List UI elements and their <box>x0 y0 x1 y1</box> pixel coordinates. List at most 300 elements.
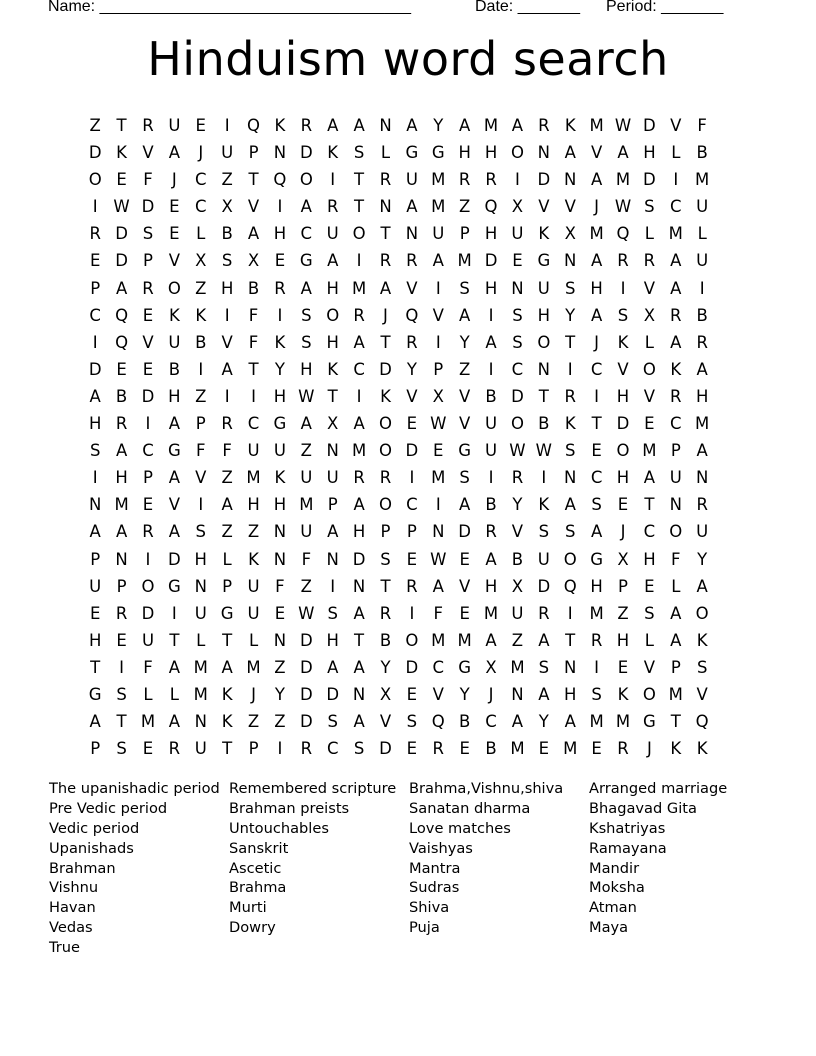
grid-letter[interactable]: M <box>299 495 314 515</box>
grid-letter[interactable]: Z <box>221 170 233 190</box>
grid-letter[interactable]: I <box>198 495 204 515</box>
grid-letter[interactable]: X <box>195 251 207 271</box>
grid-letter[interactable]: L <box>671 143 681 163</box>
grid-letter[interactable]: H <box>115 468 128 488</box>
grid-letter[interactable]: P <box>90 549 101 569</box>
grid-letter[interactable]: I <box>699 278 705 298</box>
grid-letter[interactable]: Z <box>617 603 629 623</box>
grid-letter[interactable]: M <box>351 441 367 461</box>
grid-letter[interactable]: G <box>537 251 551 271</box>
grid-letter[interactable]: T <box>538 386 549 406</box>
grid-letter[interactable]: M <box>457 630 472 650</box>
grid-letter[interactable]: C <box>670 197 682 217</box>
grid-letter[interactable]: A <box>168 414 181 434</box>
grid-letter[interactable]: A <box>327 251 339 271</box>
grid-letter[interactable]: K <box>327 359 339 379</box>
grid-letter[interactable]: U <box>511 224 524 244</box>
grid-letter[interactable]: T <box>90 657 101 677</box>
grid-letter[interactable]: L <box>644 332 654 352</box>
grid-letter[interactable]: E <box>142 305 154 325</box>
grid-letter[interactable]: P <box>116 576 127 596</box>
grid-letter[interactable]: V <box>142 143 154 163</box>
grid-letter[interactable]: K <box>195 305 207 325</box>
grid-letter[interactable]: V <box>696 684 708 704</box>
grid-letter[interactable]: J <box>594 197 600 217</box>
grid-letter[interactable]: H <box>352 522 366 542</box>
grid-letter[interactable]: A <box>696 441 708 461</box>
grid-letter[interactable]: M <box>589 603 604 623</box>
grid-letter[interactable]: R <box>432 739 444 759</box>
grid-letter[interactable]: Y <box>565 305 576 325</box>
grid-letter[interactable]: R <box>485 170 497 190</box>
grid-letter[interactable]: I <box>567 603 573 623</box>
grid-letter[interactable]: H <box>326 332 339 352</box>
grid-letter[interactable]: V <box>590 143 603 163</box>
grid-letter[interactable]: X <box>247 251 260 271</box>
grid-letter[interactable]: I <box>435 495 441 515</box>
grid-letter[interactable]: S <box>301 305 312 325</box>
grid-letter[interactable]: A <box>221 495 233 515</box>
grid-letter[interactable]: C <box>643 522 656 542</box>
grid-letter[interactable]: Z <box>300 576 312 596</box>
grid-letter[interactable]: I <box>620 278 626 298</box>
grid-letter[interactable]: M <box>510 657 525 677</box>
grid-letter[interactable]: R <box>643 251 656 271</box>
grid-letter[interactable]: I <box>330 170 336 190</box>
grid-letter[interactable]: A <box>485 549 497 569</box>
grid-letter[interactable]: C <box>590 359 603 379</box>
grid-letter[interactable]: W <box>430 414 447 434</box>
grid-letter[interactable]: S <box>564 278 576 298</box>
grid-letter[interactable]: A <box>590 522 603 542</box>
grid-letter[interactable]: F <box>143 657 153 677</box>
grid-letter[interactable]: K <box>538 224 550 244</box>
grid-letter[interactable]: M <box>668 684 683 704</box>
grid-letter[interactable]: E <box>406 414 418 434</box>
grid-letter[interactable]: S <box>564 441 576 461</box>
grid-letter[interactable]: U <box>696 251 709 271</box>
grid-letter[interactable]: V <box>432 684 444 704</box>
period-field[interactable]: Period: _______ <box>606 0 724 15</box>
grid-letter[interactable]: R <box>406 576 418 596</box>
grid-letter[interactable]: O <box>167 278 181 298</box>
grid-letter[interactable]: T <box>222 630 233 650</box>
grid-letter[interactable]: C <box>142 441 154 461</box>
grid-letter[interactable]: H <box>273 386 287 406</box>
grid-letter[interactable]: D <box>484 251 498 271</box>
grid-letter[interactable]: O <box>563 549 577 569</box>
grid-letter[interactable]: I <box>541 468 547 488</box>
grid-letter[interactable]: F <box>697 116 707 135</box>
grid-letter[interactable]: S <box>538 522 550 542</box>
grid-letter[interactable]: S <box>644 603 655 623</box>
grid-letter[interactable]: H <box>484 143 498 163</box>
grid-letter[interactable]: K <box>696 630 708 650</box>
grid-letter[interactable]: Q <box>115 332 129 352</box>
grid-letter[interactable]: V <box>459 576 471 596</box>
grid-letter[interactable]: R <box>115 414 128 434</box>
grid-letter[interactable]: A <box>670 603 682 623</box>
grid-letter[interactable]: C <box>89 305 101 325</box>
grid-letter[interactable]: R <box>538 603 550 623</box>
grid-letter[interactable]: E <box>459 549 470 569</box>
grid-letter[interactable]: E <box>142 739 154 759</box>
grid-letter[interactable]: Z <box>195 278 207 298</box>
grid-letter[interactable]: R <box>670 305 682 325</box>
grid-letter[interactable]: M <box>695 170 710 190</box>
grid-letter[interactable]: C <box>194 170 207 190</box>
grid-letter[interactable]: T <box>222 739 233 759</box>
grid-letter[interactable]: S <box>459 278 470 298</box>
grid-letter[interactable]: N <box>511 684 524 704</box>
grid-letter[interactable]: U <box>696 197 709 217</box>
grid-letter[interactable]: S <box>591 684 602 704</box>
grid-letter[interactable]: A <box>89 522 101 542</box>
grid-letter[interactable]: C <box>353 359 365 379</box>
grid-letter[interactable]: A <box>353 414 365 434</box>
grid-letter[interactable]: E <box>406 739 418 759</box>
grid-letter[interactable]: A <box>590 251 603 271</box>
grid-letter[interactable]: B <box>195 332 207 352</box>
grid-letter[interactable]: E <box>459 739 470 759</box>
grid-letter[interactable]: I <box>92 197 98 217</box>
grid-letter[interactable]: R <box>538 116 550 135</box>
grid-letter[interactable]: A <box>353 495 365 515</box>
grid-letter[interactable]: I <box>277 197 283 217</box>
grid-letter[interactable]: S <box>142 224 154 244</box>
grid-letter[interactable]: I <box>488 305 494 325</box>
grid-letter[interactable]: E <box>512 251 523 271</box>
grid-letter[interactable]: E <box>538 739 550 759</box>
grid-letter[interactable]: H <box>643 549 656 569</box>
grid-letter[interactable]: N <box>669 495 682 515</box>
grid-letter[interactable]: X <box>643 305 656 325</box>
grid-letter[interactable]: J <box>198 143 204 163</box>
grid-letter[interactable]: D <box>643 116 656 135</box>
grid-letter[interactable]: K <box>380 386 391 406</box>
grid-letter[interactable]: C <box>194 197 207 217</box>
grid-letter[interactable]: S <box>644 197 655 217</box>
grid-letter[interactable]: R <box>300 739 313 759</box>
grid-letter[interactable]: S <box>459 468 470 488</box>
grid-letter[interactable]: A <box>115 522 128 542</box>
grid-letter[interactable]: H <box>194 549 207 569</box>
grid-letter[interactable]: K <box>670 359 682 379</box>
grid-letter[interactable]: G <box>167 441 181 461</box>
grid-letter[interactable]: N <box>326 549 339 569</box>
grid-letter[interactable]: Z <box>459 359 471 379</box>
grid-letter[interactable]: K <box>696 739 708 759</box>
grid-letter[interactable]: U <box>537 278 550 298</box>
grid-letter[interactable]: A <box>221 657 233 677</box>
grid-letter[interactable]: R <box>379 603 392 623</box>
grid-letter[interactable]: L <box>697 224 707 244</box>
grid-letter[interactable]: U <box>273 441 286 461</box>
grid-letter[interactable]: O <box>405 630 419 650</box>
grid-letter[interactable]: A <box>485 630 497 650</box>
grid-letter[interactable]: K <box>168 305 180 325</box>
grid-letter[interactable]: F <box>275 576 285 596</box>
grid-letter[interactable]: H <box>88 414 102 434</box>
grid-letter[interactable]: A <box>459 116 471 135</box>
grid-letter[interactable]: H <box>168 386 181 406</box>
grid-letter[interactable]: A <box>379 278 392 298</box>
grid-letter[interactable]: R <box>89 224 101 244</box>
grid-letter[interactable]: R <box>300 116 313 135</box>
grid-letter[interactable]: A <box>115 441 128 461</box>
grid-letter[interactable]: S <box>327 603 338 623</box>
grid-letter[interactable]: Q <box>115 305 129 325</box>
grid-letter[interactable]: R <box>353 468 365 488</box>
grid-letter[interactable]: X <box>564 224 576 244</box>
grid-letter[interactable]: I <box>92 468 98 488</box>
grid-letter[interactable]: S <box>380 549 391 569</box>
grid-letter[interactable]: Z <box>247 712 260 732</box>
grid-letter[interactable]: Q <box>431 712 445 732</box>
grid-letter[interactable]: Q <box>405 305 419 325</box>
grid-letter[interactable]: H <box>273 224 287 244</box>
grid-letter[interactable]: T <box>591 414 602 434</box>
grid-letter[interactable]: H <box>564 684 577 704</box>
grid-letter[interactable]: O <box>352 224 366 244</box>
grid-letter[interactable]: P <box>670 657 681 677</box>
grid-letter[interactable]: R <box>458 170 471 190</box>
grid-letter[interactable]: O <box>88 170 102 190</box>
grid-letter[interactable]: L <box>196 630 206 650</box>
grid-letter[interactable]: O <box>378 495 392 515</box>
grid-letter[interactable]: Y <box>274 684 285 704</box>
grid-letter[interactable]: E <box>617 495 629 515</box>
grid-letter[interactable]: S <box>301 332 312 352</box>
grid-letter[interactable]: A <box>696 576 708 596</box>
grid-letter[interactable]: K <box>116 143 127 163</box>
grid-letter[interactable]: P <box>90 739 101 759</box>
grid-letter[interactable]: H <box>458 143 471 163</box>
grid-letter[interactable]: W <box>614 197 632 217</box>
grid-letter[interactable]: V <box>459 414 471 434</box>
grid-letter[interactable]: M <box>615 712 631 732</box>
grid-letter[interactable]: T <box>380 576 391 596</box>
grid-letter[interactable]: A <box>327 657 339 677</box>
grid-letter[interactable]: Y <box>538 712 549 732</box>
grid-letter[interactable]: Q <box>247 116 261 135</box>
grid-letter[interactable]: X <box>379 684 392 704</box>
grid-letter[interactable]: A <box>564 495 576 515</box>
grid-letter[interactable]: P <box>433 359 444 379</box>
grid-letter[interactable]: I <box>92 332 98 352</box>
grid-letter[interactable]: A <box>432 251 444 271</box>
grid-letter[interactable]: P <box>406 522 417 542</box>
grid-letter[interactable]: R <box>406 332 418 352</box>
grid-letter[interactable]: Z <box>195 386 207 406</box>
name-field[interactable]: Name: ___________________________________ <box>48 0 412 15</box>
grid-letter[interactable]: N <box>564 657 577 677</box>
grid-letter[interactable]: P <box>618 576 628 596</box>
grid-letter[interactable]: Z <box>459 197 471 217</box>
grid-letter[interactable]: N <box>564 251 577 271</box>
grid-letter[interactable]: J <box>383 305 388 325</box>
grid-letter[interactable]: H <box>484 576 498 596</box>
grid-letter[interactable]: P <box>380 522 391 542</box>
grid-letter[interactable]: T <box>248 359 259 379</box>
grid-letter[interactable]: D <box>537 576 551 596</box>
grid-letter[interactable]: X <box>617 549 629 569</box>
grid-letter[interactable]: E <box>195 116 206 135</box>
grid-letter[interactable]: S <box>696 657 708 677</box>
grid-letter[interactable]: K <box>564 116 576 135</box>
grid-letter[interactable]: I <box>145 414 151 434</box>
grid-letter[interactable]: H <box>643 143 656 163</box>
grid-letter[interactable]: D <box>88 143 102 163</box>
grid-letter[interactable]: T <box>169 630 180 650</box>
grid-letter[interactable]: O <box>537 332 551 352</box>
grid-letter[interactable]: R <box>379 468 392 488</box>
grid-letter[interactable]: J <box>646 739 652 759</box>
grid-letter[interactable]: Z <box>274 712 286 732</box>
grid-letter[interactable]: Z <box>247 522 260 542</box>
grid-letter[interactable]: U <box>194 603 207 623</box>
grid-letter[interactable]: R <box>142 116 154 135</box>
grid-letter[interactable]: C <box>300 224 313 244</box>
grid-letter[interactable]: G <box>88 684 102 704</box>
grid-letter[interactable]: O <box>669 522 683 542</box>
grid-letter[interactable]: Q <box>616 224 630 244</box>
grid-letter[interactable]: E <box>644 576 655 596</box>
grid-letter[interactable]: T <box>327 386 338 406</box>
grid-letter[interactable]: I <box>356 251 362 271</box>
grid-letter[interactable]: R <box>511 468 524 488</box>
grid-letter[interactable]: V <box>511 522 524 542</box>
grid-letter[interactable]: N <box>537 359 550 379</box>
grid-letter[interactable]: E <box>116 359 127 379</box>
grid-letter[interactable]: N <box>405 224 419 244</box>
grid-letter[interactable]: T <box>644 495 655 515</box>
grid-letter[interactable]: N <box>194 576 207 596</box>
grid-letter[interactable]: K <box>327 143 339 163</box>
grid-letter[interactable]: A <box>168 468 181 488</box>
grid-letter[interactable]: O <box>616 441 630 461</box>
grid-letter[interactable]: I <box>435 278 441 298</box>
grid-letter[interactable]: Y <box>380 657 391 677</box>
grid-letter[interactable]: E <box>617 657 629 677</box>
grid-letter[interactable]: D <box>299 630 313 650</box>
grid-letter[interactable]: W <box>509 441 526 461</box>
grid-letter[interactable]: K <box>538 495 550 515</box>
grid-letter[interactable]: B <box>485 495 497 515</box>
grid-letter[interactable]: I <box>171 603 177 623</box>
grid-letter[interactable]: R <box>115 603 128 623</box>
grid-letter[interactable]: A <box>221 359 233 379</box>
grid-letter[interactable]: U <box>432 224 445 244</box>
grid-letter[interactable]: X <box>511 576 524 596</box>
grid-letter[interactable]: S <box>89 441 101 461</box>
grid-letter[interactable]: H <box>484 224 498 244</box>
grid-letter[interactable]: M <box>563 739 578 759</box>
grid-letter[interactable]: L <box>644 224 654 244</box>
grid-letter[interactable]: N <box>379 197 392 217</box>
grid-letter[interactable]: Y <box>433 116 444 135</box>
grid-letter[interactable]: F <box>222 441 232 461</box>
grid-letter[interactable]: C <box>432 657 445 677</box>
grid-letter[interactable]: E <box>89 603 101 623</box>
grid-letter[interactable]: M <box>351 278 367 298</box>
grid-letter[interactable]: A <box>327 522 339 542</box>
grid-letter[interactable]: X <box>221 197 233 217</box>
grid-letter[interactable]: C <box>670 414 682 434</box>
grid-letter[interactable]: K <box>617 332 629 352</box>
grid-letter[interactable]: D <box>643 170 656 190</box>
grid-letter[interactable]: S <box>116 684 127 704</box>
grid-letter[interactable]: C <box>485 712 497 732</box>
grid-letter[interactable]: B <box>379 630 392 650</box>
grid-letter[interactable]: A <box>459 305 471 325</box>
grid-letter[interactable]: D <box>141 386 155 406</box>
grid-letter[interactable]: Z <box>274 657 286 677</box>
grid-letter[interactable]: N <box>511 278 524 298</box>
grid-letter[interactable]: U <box>247 441 260 461</box>
grid-letter[interactable]: V <box>221 332 233 352</box>
grid-letter[interactable]: D <box>168 549 181 569</box>
grid-letter[interactable]: E <box>459 603 470 623</box>
grid-letter[interactable]: V <box>195 468 207 488</box>
grid-letter[interactable]: A <box>643 468 656 488</box>
grid-letter[interactable]: U <box>300 468 313 488</box>
grid-letter[interactable]: R <box>142 522 154 542</box>
grid-letter[interactable]: B <box>221 224 233 244</box>
grid-letter[interactable]: U <box>485 414 498 434</box>
grid-letter[interactable]: P <box>222 576 233 596</box>
grid-letter[interactable]: L <box>248 630 259 650</box>
grid-letter[interactable]: R <box>168 739 181 759</box>
grid-letter[interactable]: P <box>459 224 470 244</box>
grid-letter[interactable]: E <box>89 251 101 271</box>
grid-letter[interactable]: C <box>590 468 603 488</box>
grid-letter[interactable]: U <box>669 468 682 488</box>
grid-letter[interactable]: U <box>247 603 260 623</box>
grid-letter[interactable]: R <box>379 251 392 271</box>
grid-letter[interactable]: V <box>459 386 471 406</box>
grid-letter[interactable]: O <box>510 143 524 163</box>
grid-letter[interactable]: O <box>141 576 155 596</box>
grid-letter[interactable]: V <box>617 359 629 379</box>
grid-letter[interactable]: W <box>614 116 632 135</box>
grid-letter[interactable]: K <box>274 332 286 352</box>
grid-letter[interactable]: A <box>89 712 101 732</box>
grid-letter[interactable]: R <box>274 278 286 298</box>
grid-letter[interactable]: S <box>406 712 418 732</box>
grid-letter[interactable]: C <box>406 495 418 515</box>
grid-letter[interactable]: V <box>538 197 550 217</box>
grid-letter[interactable]: U <box>221 143 234 163</box>
grid-letter[interactable]: R <box>379 170 392 190</box>
grid-letter[interactable]: I <box>119 657 125 677</box>
grid-letter[interactable]: D <box>405 657 419 677</box>
grid-letter[interactable]: D <box>299 684 313 704</box>
grid-letter[interactable]: R <box>326 197 339 217</box>
grid-letter[interactable]: M <box>431 170 446 190</box>
grid-letter[interactable]: M <box>193 684 208 704</box>
grid-letter[interactable]: K <box>617 684 629 704</box>
grid-letter[interactable]: T <box>354 197 365 217</box>
grid-letter[interactable]: A <box>538 630 550 650</box>
grid-letter[interactable]: V <box>643 386 656 406</box>
grid-letter[interactable]: P <box>248 143 259 163</box>
date-field[interactable]: Date: _______ <box>475 0 580 15</box>
grid-letter[interactable]: A <box>353 332 365 352</box>
grid-letter[interactable]: M <box>642 441 657 461</box>
grid-letter[interactable]: A <box>168 712 181 732</box>
grid-letter[interactable]: B <box>511 549 524 569</box>
